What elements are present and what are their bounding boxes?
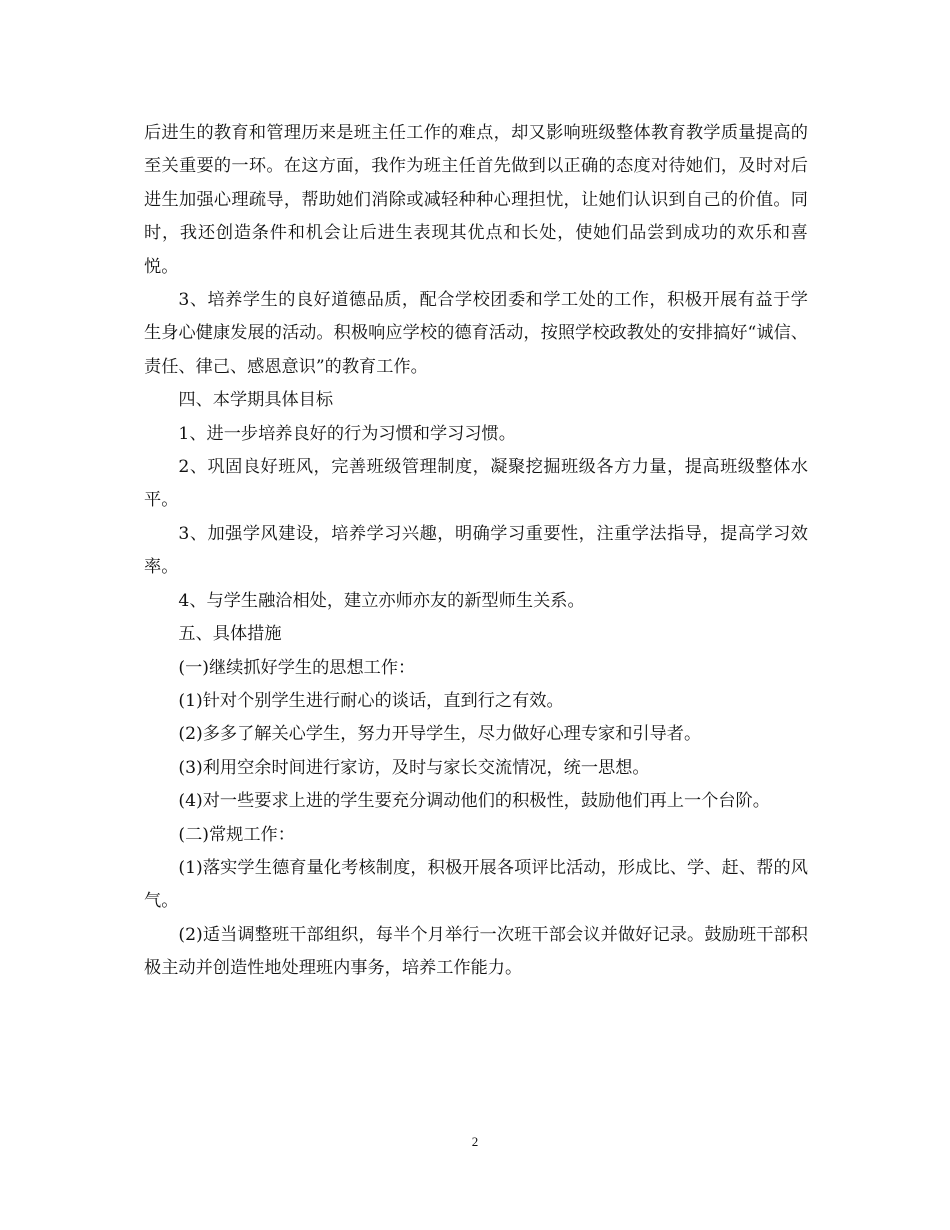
paragraph: 3、培养学生的良好道德品质，配合学校团委和学工处的工作，积极开展有益于学生身心健康发展的活动。积极响应学校的德育活动，按照学校政教处的安排搞好“诚信、责任、律己、感恩意识”的教育工作。: [144, 290, 808, 377]
list-item: 3、加强学风建设，培养学习兴趣，明确学习重要性，注重学法指导，提高学习效率。: [144, 523, 808, 578]
list-item: (3)利用空余时间进行家访，及时与家长交流情况，统一思想。: [178, 757, 650, 778]
list-item: 4、与学生融洽相处，建立亦师亦友的新型师生关系。: [178, 590, 585, 611]
list-item: (2)多多了解关心学生，努力开导学生，尽力做好心理专家和引导者。: [178, 724, 702, 745]
list-item: (2)适当调整班干部组织，每半个月举行一次班干部会议并做好记录。鼓励班干部积极主动并创造性地处理班内事务，培养工作能力。: [144, 924, 808, 979]
page-number: 2: [471, 1134, 479, 1149]
body-text: [144, 117, 808, 986]
list-item: (1)针对个别学生进行耐心的谈话，直到行之有效。: [178, 690, 564, 711]
subsection-heading: (一)继续抓好学生的思想工作：: [178, 657, 416, 678]
subsection-heading: (二)常规工作：: [178, 824, 295, 845]
list-item: 2、巩固良好班风，完善班级管理制度，凝聚挖掘班级各方力量，提高班级整体水平。: [144, 457, 808, 511]
list-item: (4)对一些要求上进的学生要充分调动他们的积极性，鼓励他们再上一个台阶。: [178, 791, 770, 812]
list-item: (1)落实学生德育量化考核制度，积极开展各项评比活动，形成比、学、赶、帮的风气。: [144, 857, 808, 912]
section-heading: 四、本学期具体目标: [178, 390, 334, 411]
list-item: 1、进一步培养良好的行为习惯和学习习惯。: [178, 423, 516, 444]
paragraph: 后进生的教育和管理历来是班主任工作的难点，却又影响班级整体教育教学质量提高的至关重要的一环。在这方面，我作为班主任首先做到以正确的态度对待她们，及时对后进生加强心理疏导，帮助她们消除或减轻种种心理担忧，让她们认识到自己的价值。同时，我还创造条件和机会让后进生表现其优点和长处，使她们品尝到成功的欢乐和喜悦。: [144, 123, 808, 277]
section-heading: 五、具体措施: [178, 624, 282, 645]
